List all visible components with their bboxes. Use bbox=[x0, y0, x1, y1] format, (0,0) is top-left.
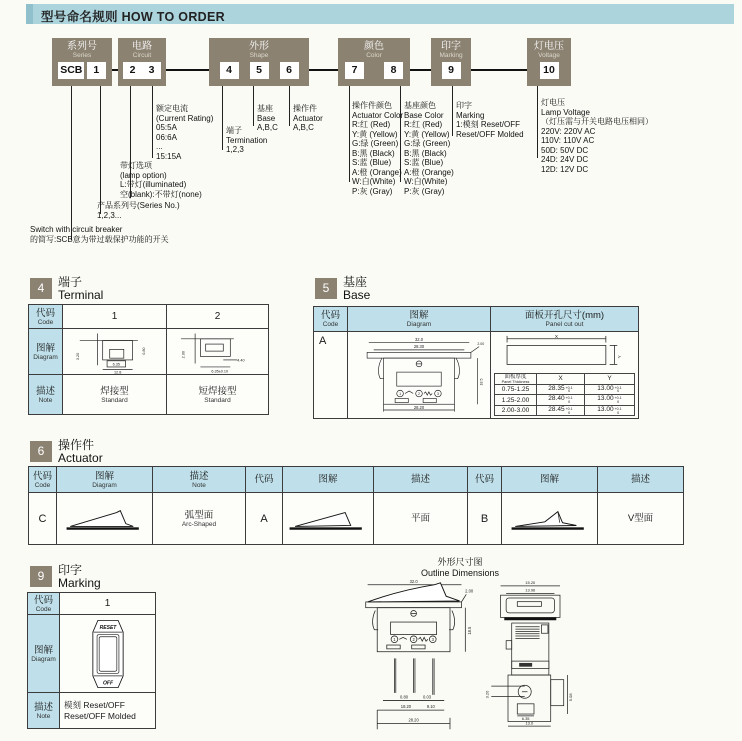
code-cell-6: 6 bbox=[280, 62, 299, 79]
actuator-h-diag-2: 图解 bbox=[283, 467, 374, 493]
svg-text:6.35±0.10: 6.35±0.10 bbox=[210, 369, 228, 374]
svg-text:28.20: 28.20 bbox=[408, 717, 419, 723]
svg-text:2.00: 2.00 bbox=[465, 588, 474, 594]
voltage-box bbox=[527, 38, 571, 86]
marking-row-header-diagram: 图解 Diagram bbox=[28, 615, 60, 693]
actuator-code-c: C bbox=[29, 493, 57, 545]
actuator-diagram-flat bbox=[283, 493, 374, 545]
actuator-diagram-arc bbox=[57, 493, 153, 545]
terminal-note-1: 焊接型 Standard bbox=[63, 375, 167, 415]
code-cell-9: 9 bbox=[442, 62, 461, 79]
note-marking: 印字 Marking 1:模刻 Reset/OFF Reset/OFF Molded bbox=[456, 101, 524, 139]
connector-line bbox=[309, 69, 338, 71]
terminal-code-2: 2 bbox=[167, 305, 269, 329]
svg-text:28.20: 28.20 bbox=[413, 404, 425, 410]
svg-text:0.03: 0.03 bbox=[423, 694, 432, 700]
actuator-h-note-1: 描述 Note bbox=[153, 467, 246, 493]
svg-text:18.5: 18.5 bbox=[467, 626, 473, 635]
code-cell-7: 7 bbox=[345, 62, 364, 79]
svg-text:28.30: 28.30 bbox=[413, 344, 425, 350]
note-series-no: 产品系列号(Series No.) 1,2,3... bbox=[97, 201, 180, 220]
shape-box bbox=[209, 38, 309, 86]
series-box-label-en: Series bbox=[72, 52, 92, 59]
svg-text:2.00: 2.00 bbox=[477, 341, 485, 346]
svg-text:1: 1 bbox=[393, 636, 396, 642]
actuator-h-diag-1: 图解 Diagram bbox=[57, 467, 153, 493]
svg-text:32.0: 32.0 bbox=[409, 578, 418, 584]
actuator-h-code-1: 代码 Code bbox=[29, 467, 57, 493]
terminal-note-2: 短焊接型 Standard bbox=[167, 375, 269, 415]
panel-cutout-diagram bbox=[492, 334, 638, 372]
color-box-label-en: Color bbox=[366, 52, 382, 59]
svg-text:18.5: 18.5 bbox=[479, 378, 484, 386]
base-col-header-code: 代码 Code bbox=[314, 307, 348, 332]
note-base-color: 基座颜色 Base Color R:红 (Red) Y:黄 (Yellow) G:绿 (Green) B:黑 (Black) S:蓝 (Blue) A:橙 (Orange) W:白(White) P:灰 (Gray) bbox=[404, 101, 454, 196]
section-terminal-badge: 4 bbox=[30, 278, 52, 299]
svg-text:X: X bbox=[554, 334, 558, 340]
note-lamp-option: 带灯选项 (lamp option) L:带灯(illuminated) 空(blank):不带灯(none) bbox=[120, 161, 202, 199]
code-cell-5: 5 bbox=[250, 62, 269, 79]
svg-text:3.20: 3.20 bbox=[484, 690, 490, 699]
section-base-title: 基座 Base bbox=[343, 275, 371, 302]
terminal2-diagram bbox=[167, 329, 269, 375]
code-cell-10: 10 bbox=[540, 62, 559, 79]
svg-text:0.80: 0.80 bbox=[400, 694, 409, 700]
panel-cutout-cell bbox=[491, 332, 639, 419]
note-base: 基座 Base A,B,C bbox=[257, 104, 278, 132]
note-current-rating: 额定电流 (Current Rating) 05:5A 06:6A ... 15:15A bbox=[156, 104, 214, 161]
panel-col-thickness: 面板厚度 Panel Thickness bbox=[495, 373, 537, 384]
marking-box-label-en: Marking bbox=[439, 52, 463, 59]
svg-text:6.35: 6.35 bbox=[521, 716, 530, 722]
svg-text:2.00: 2.00 bbox=[181, 350, 186, 358]
marking-row-header-note: 描述 Note bbox=[28, 693, 60, 729]
connector-line bbox=[471, 69, 527, 71]
terminal-row-header-code: 代码 Code bbox=[29, 305, 63, 329]
code-cell-4: 4 bbox=[220, 62, 239, 79]
svg-text:3: 3 bbox=[436, 392, 439, 397]
marking-switch-diagram bbox=[60, 615, 156, 693]
series-box-label-zh: 系列号 bbox=[67, 41, 97, 52]
code-cell-2: 2 bbox=[123, 62, 142, 79]
note-lamp-voltage: 灯电压 Lamp Voltage （灯压需与开关电路电压相同） 220V: 220V AC 110V: 110V AC 50D: 50V DC 24D: 24V DC 12D: 12V DC bbox=[541, 98, 653, 174]
svg-text:1: 1 bbox=[399, 392, 402, 397]
circuit-box bbox=[118, 38, 166, 86]
outline-side-view bbox=[482, 576, 612, 736]
code-cell-8: 8 bbox=[384, 62, 403, 79]
outline-title: 外形尺寸图 Outline Dimensions bbox=[420, 557, 500, 578]
leader-line bbox=[222, 86, 223, 150]
color-box bbox=[338, 38, 410, 86]
svg-text:6.35: 6.35 bbox=[112, 362, 120, 367]
svg-text:Y: Y bbox=[617, 354, 623, 358]
code-cell-3: 3 bbox=[142, 62, 161, 79]
svg-text:2: 2 bbox=[418, 392, 420, 397]
section-terminal-title: 端子 Terminal bbox=[58, 275, 104, 302]
terminal-row-header-diagram: 图解 Diagram bbox=[29, 329, 63, 375]
svg-text:RESET: RESET bbox=[99, 624, 116, 631]
voltage-box-label-zh: 灯电压 bbox=[534, 41, 564, 52]
page-title: 型号命名规则 HOW TO ORDER bbox=[41, 10, 225, 24]
panel-cutout-table: 面板厚度 Panel Thickness X Y 0.75-1.25 28.35 +0.1 0 13.00 +0.1 0 1.25-2.00 28.40 +0.1 0 13.00 +0.1 0 2.00-3.00 28.45 +0.1 0 13.00 +0.1 0 bbox=[494, 373, 635, 417]
svg-text:9.10: 9.10 bbox=[426, 704, 435, 710]
terminal-row-header-note: 描述 Note bbox=[29, 375, 63, 415]
leader-line bbox=[289, 86, 290, 126]
marking-table bbox=[27, 592, 156, 729]
svg-text:3.20: 3.20 bbox=[75, 352, 80, 360]
section-base-badge: 5 bbox=[315, 278, 337, 299]
circuit-box-label-en: Circuit bbox=[132, 52, 152, 59]
leader-line bbox=[71, 86, 72, 240]
actuator-code-a: A bbox=[246, 493, 283, 545]
leader-line bbox=[253, 86, 254, 126]
base-code-a: A bbox=[314, 332, 348, 419]
voltage-box-label-en: Voltage bbox=[538, 52, 560, 59]
actuator-h-code-2: 代码 bbox=[246, 467, 283, 493]
actuator-h-diag-3: 图解 bbox=[502, 467, 598, 493]
marking-note: 模刻 Reset/OFF Reset/OFF Molded bbox=[60, 693, 156, 729]
section-marking-title: 印字 Marking bbox=[58, 563, 101, 590]
svg-text:4.40: 4.40 bbox=[236, 358, 245, 363]
actuator-h-note-3: 描述 bbox=[598, 467, 684, 493]
actuator-h-note-2: 描述 bbox=[374, 467, 468, 493]
terminal1-diagram bbox=[63, 329, 167, 375]
base-col-header-panel: 面板开孔尺寸(mm) Panel cut out bbox=[491, 307, 639, 332]
series-box bbox=[52, 38, 112, 86]
marking-box bbox=[431, 38, 471, 86]
actuator-note-arc: 弧型面 Arc-Shaped bbox=[153, 493, 246, 545]
actuator-note-flat: 平面 bbox=[374, 493, 468, 545]
outline-front-view bbox=[356, 578, 476, 736]
terminal-code-1: 1 bbox=[63, 305, 167, 329]
svg-text:12.8: 12.8 bbox=[113, 370, 121, 374]
code-cell-scb: SCB bbox=[58, 62, 84, 79]
svg-text:0.80: 0.80 bbox=[141, 346, 146, 355]
actuator-code-b: B bbox=[468, 493, 502, 545]
terminal-table bbox=[28, 304, 269, 415]
connector-line bbox=[410, 69, 431, 71]
marking-box-label-zh: 印字 bbox=[441, 41, 461, 52]
actuator-diagram-v bbox=[502, 493, 598, 545]
shape-box-label-en: Shape bbox=[249, 52, 269, 59]
note-scb: Switch with circuit breaker 的简写:SCB意为带过载保护功能的开关 bbox=[30, 225, 169, 244]
header-accent-strip bbox=[26, 4, 33, 24]
actuator-note-v: V型面 bbox=[598, 493, 684, 545]
actuator-h-code-3: 代码 bbox=[468, 467, 502, 493]
svg-text:2: 2 bbox=[412, 636, 415, 642]
color-box-label-zh: 颜色 bbox=[364, 41, 384, 52]
svg-text:32.0: 32.0 bbox=[415, 336, 423, 342]
svg-text:OFF: OFF bbox=[102, 679, 113, 686]
connector-line bbox=[166, 69, 209, 71]
leader-line bbox=[100, 86, 101, 214]
svg-text:15.20: 15.20 bbox=[525, 580, 536, 586]
leader-line bbox=[349, 86, 350, 182]
marking-code: 1 bbox=[60, 593, 156, 615]
section-actuator-badge: 6 bbox=[30, 441, 52, 462]
leader-line bbox=[152, 86, 153, 158]
svg-text:13.96: 13.96 bbox=[525, 587, 536, 593]
code-cell-1: 1 bbox=[87, 62, 106, 79]
base-front-diagram bbox=[348, 332, 491, 419]
svg-text:13.0: 13.0 bbox=[525, 720, 534, 726]
section-actuator-title: 操作件 Actuator bbox=[58, 438, 103, 465]
base-col-header-diagram: 图解 Diagram bbox=[348, 307, 491, 332]
circuit-box-label-zh: 电路 bbox=[132, 41, 152, 52]
actuator-table bbox=[28, 466, 684, 545]
section-marking-badge: 9 bbox=[30, 566, 52, 587]
leader-line bbox=[537, 86, 538, 158]
shape-box-label-zh: 外形 bbox=[249, 41, 269, 52]
base-table bbox=[313, 306, 639, 419]
svg-text:18.20: 18.20 bbox=[400, 704, 412, 710]
note-termination: 端子 Termination 1,2,3 bbox=[226, 126, 268, 154]
svg-text:5.08: 5.08 bbox=[568, 693, 574, 702]
marking-row-header-code: 代码 Code bbox=[28, 593, 60, 615]
svg-text:3: 3 bbox=[431, 636, 434, 642]
note-actuator: 操作件 Actuator A,B,C bbox=[293, 104, 323, 132]
note-actuator-color: 操作件颜色 Actuator Color R:红 (Red) Y:黄 (Yellow) G:绿 (Green) B:黑 (Black) S:蓝 (Blue) A:橙 (Orange) W:白(White) P:灰 (Gray) bbox=[352, 101, 404, 196]
